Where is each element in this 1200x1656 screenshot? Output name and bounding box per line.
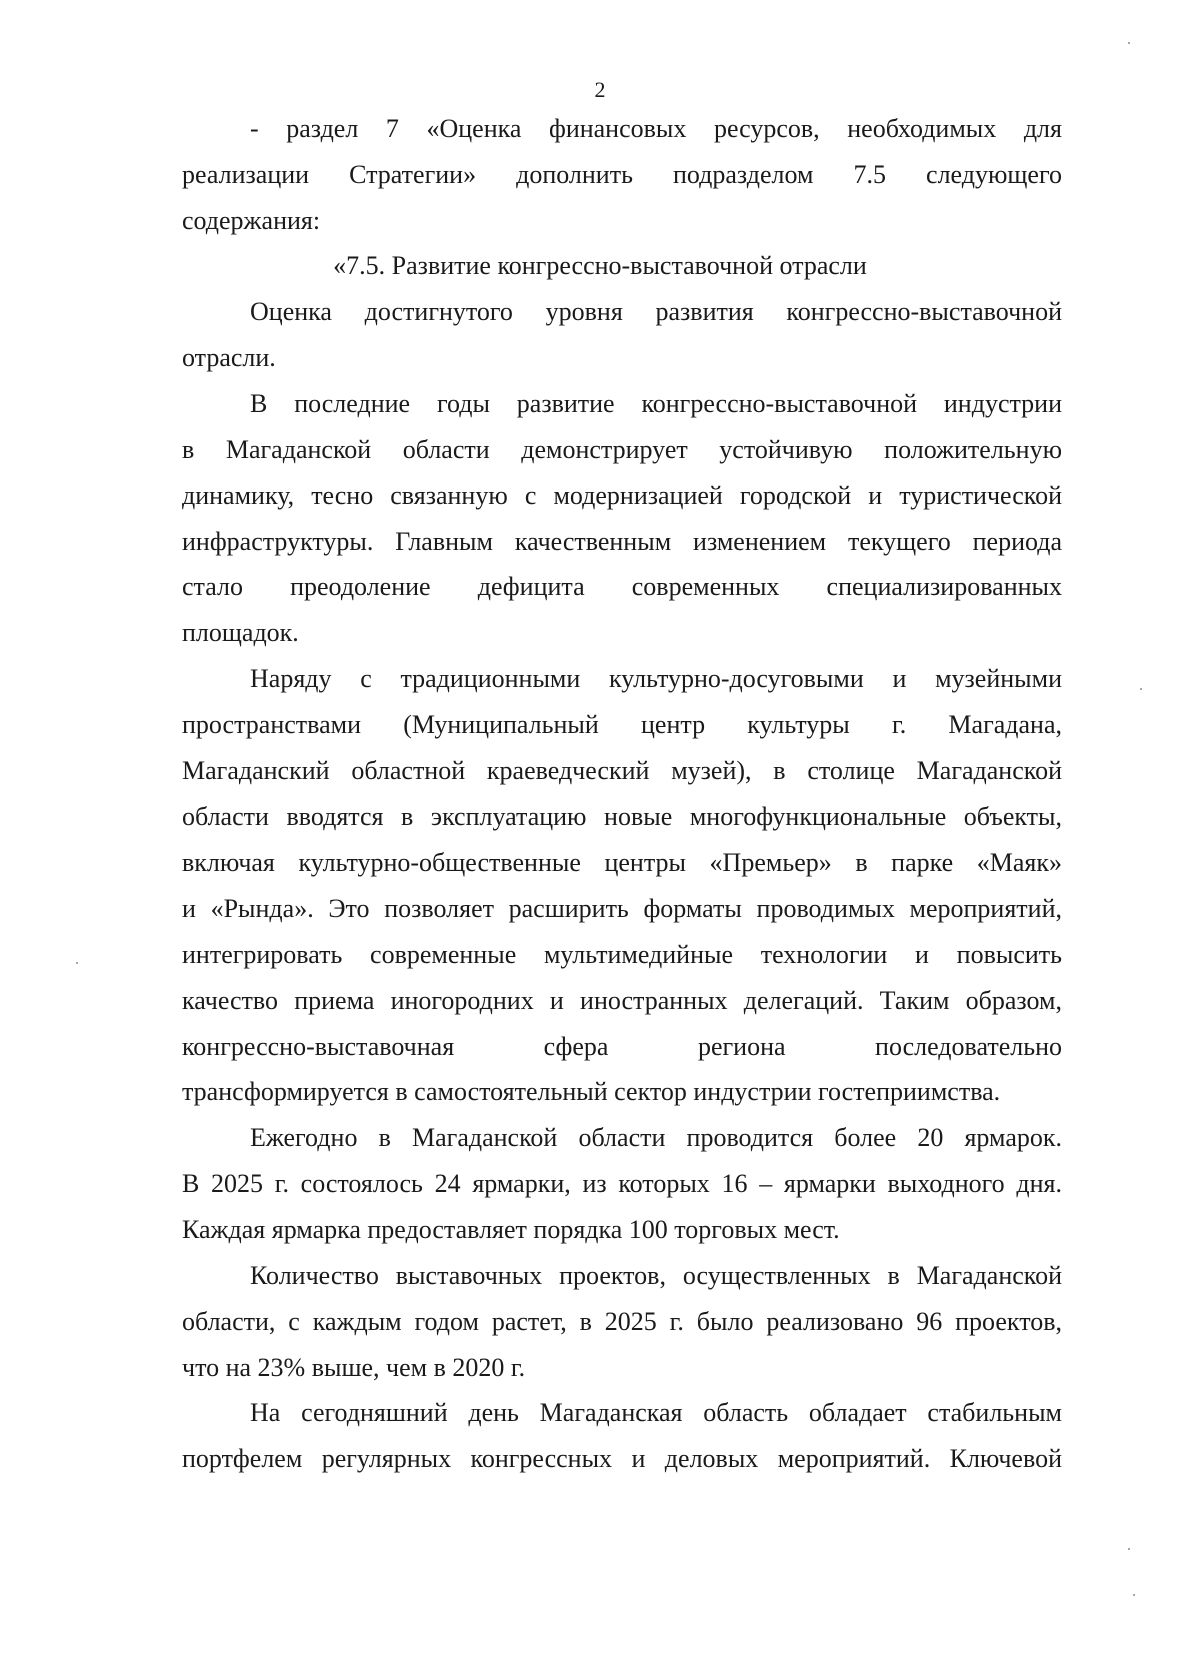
text-line: В 2025 г. состоялось 24 ярмарки, из которых 16 – ярмарки выходного дня.	[182, 1169, 1062, 1198]
text-line: Оценка достигнутого уровня развития конгрессно-выставочной	[250, 297, 1062, 326]
page-number: 2	[594, 77, 606, 102]
text-line: в Магаданской области демонстрирует устойчивую положительную	[182, 435, 1062, 464]
text-line: На сегодняшний день Магаданская область обладает стабильным	[250, 1398, 1062, 1427]
text-line: Магаданский областной краеведческий музей), в столице Магаданской	[182, 756, 1062, 785]
text-line: интегрировать современные мультимедийные технологии и повысить	[182, 940, 1062, 969]
text-line: конгрессно-выставочная сфера региона последовательно	[182, 1032, 1062, 1061]
scan-speck	[1140, 688, 1142, 690]
text-line: Каждая ярмарка предоставляет порядка 100 торговых мест.	[182, 1215, 840, 1244]
text-line: динамику, тесно связанную с модернизацией городской и туристической	[182, 481, 1062, 510]
text-line: В последние годы развитие конгрессно-выставочной индустрии	[250, 389, 1062, 418]
text-line: площадок.	[182, 618, 299, 647]
scan-speck	[1128, 42, 1130, 44]
scan-speck	[1128, 1548, 1130, 1550]
text-line: реализации Стратегии» дополнить подразделом 7.5 следующего	[182, 160, 1062, 189]
text-line: пространствами (Муниципальный центр культуры г. Магадана,	[182, 710, 1062, 739]
text-line: Наряду с традиционными культурно-досуговыми и музейными	[250, 664, 1062, 693]
text-line: что на 23% выше, чем в 2020 г.	[182, 1353, 526, 1382]
text-line: качество приема иногородних и иностранных делегаций. Таким образом,	[182, 986, 1062, 1015]
text-line: области вводятся в эксплуатацию новые многофункциональные объекты,	[182, 802, 1062, 831]
text-line: включая культурно-общественные центры «Премьер» в парке «Маяк»	[182, 848, 1062, 877]
section-heading: «7.5. Развитие конгрессно-выставочной отрасли	[333, 251, 867, 280]
text-line: - раздел 7 «Оценка финансовых ресурсов, необходимых для	[250, 114, 1062, 143]
text-line: содержания:	[182, 206, 321, 235]
text-line: трансформируется в самостоятельный сектор индустрии гостеприимства.	[182, 1077, 1001, 1106]
text-line: портфелем регулярных конгрессных и деловых мероприятий. Ключевой	[182, 1444, 1062, 1473]
text-line: инфраструктуры. Главным качественным изменением текущего периода	[182, 527, 1062, 556]
text-line: стало преодоление дефицита современных специализированных	[182, 572, 1062, 601]
scan-speck	[1133, 1594, 1135, 1596]
text-line: Количество выставочных проектов, осуществленных в Магаданской	[250, 1261, 1062, 1290]
text-line: и «Рында». Это позволяет расширить форматы проводимых мероприятий,	[182, 894, 1062, 923]
text-line: области, с каждым годом растет, в 2025 г. было реализовано 96 проектов,	[182, 1307, 1062, 1336]
text-line: Ежегодно в Магаданской области проводится более 20 ярмарок.	[250, 1123, 1062, 1152]
text-line: отрасли.	[182, 343, 276, 372]
scan-speck	[76, 962, 78, 964]
